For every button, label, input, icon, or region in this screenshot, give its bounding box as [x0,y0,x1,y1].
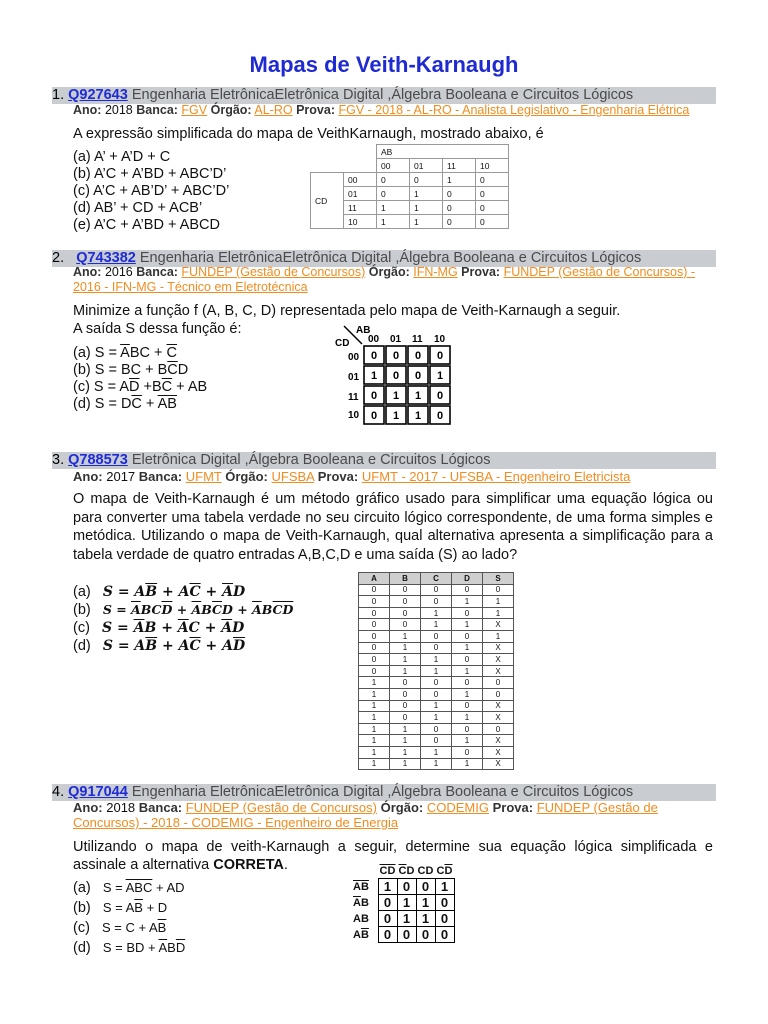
question-meta: Ano: 2018 Banca: FGV Órgão: AL-RO Prova: FGV - 2018 - AL-RO - Analista Legislativo - Engenharia Elétrica [73,103,690,117]
table-cell: 0 [452,584,483,596]
table-cell: 1 [359,758,390,770]
table-cell: 0 [359,596,390,608]
table-row [359,665,514,677]
option-a[interactable]: (a) $S = \overline{ABC}$ + AD [73,880,185,896]
option-b[interactable]: (b) A’C + A’BD + ABC’D’ [73,166,227,182]
kmap-cell-value: 0 [370,390,378,402]
karnaugh-map: $\overline{C}\overline{D}$ $\overline{C}D$ CD $C\overline{D}$ $\overline{A}\overline{B}$ 1 0 0 1 $\overline{A}B$ 0 1 1 0 AB 0 1 1 0 $A\overline{B}$ 0 0 0 0 [353,865,453,942]
table-cell: 1 [359,700,390,712]
table-cell: 0 [390,619,421,631]
kmap-cell-value: 0 [392,350,400,362]
kmap-cell-value: 1 [392,410,400,422]
table-header-cell: D [452,573,483,585]
prova-link[interactable]: UFMT - 2017 - UFSBA - Engenheiro Eletricista [361,469,631,484]
table-cell: 0 [452,723,483,735]
table-cell: X [483,746,514,758]
table-row [359,746,514,758]
table-cell: 0 [390,688,421,700]
orgao-link[interactable]: AL-RO [254,103,293,117]
table-cell: 1 [421,758,452,770]
table-cell: 0 [390,712,421,724]
question-statement: O mapa de Veith-Karnaugh é um método gráfico usado para simplificar uma equação lógica ou para converter uma tabela verdade no seu circuito lógico correspondente, de uma forma simples e metódica. Utilizando o mapa de Veith-Karnaugh, qual alternativa apresenta a simplificação para a tabela verdade de quatro entradas A,B,C,D e uma saída (S) ao lado? [73,491,713,563]
table-cell: 0 [483,677,514,689]
banca-link[interactable]: FUNDEP (Gestão de Concursos) [181,265,366,279]
table-cell: 0 [359,619,390,631]
table-row [359,642,514,654]
table-cell: 1 [390,642,421,654]
kmap-cell-value: 0 [414,350,422,362]
table-cell: 1 [390,735,421,747]
kmap-cell-value: 0 [414,370,422,382]
table-cell: 1 [483,596,514,608]
option-d[interactable]: (d) $S = D\overline{C} + \overline{AB}$ [73,396,177,412]
table-cell: 1 [452,712,483,724]
table-cell: 1 [452,619,483,631]
table-cell: 0 [390,700,421,712]
question-statement: Utilizando o mapa de veith-Karnaugh a seguir, determine sua equação lógica simplificada e assinale a alternativa CORRETA. [73,839,713,873]
table-header-cell: S [483,573,514,585]
page-title: Mapas de Veith-Karnaugh [249,52,519,77]
table-cell: 1 [421,607,452,619]
table-row [359,712,514,724]
answer-options [73,149,229,234]
orgao-link[interactable]: IFN-MG [413,265,458,279]
table-row [359,654,514,666]
kmap-cell-value: 1 [414,390,422,402]
option-c[interactable]: (c) $S = A\overline{D} +B\overline{C}$ + AB [73,379,208,395]
option-d[interactable]: (d) AB’ + CD + ACB’ [73,200,203,216]
table-cell: 0 [452,700,483,712]
table-cell: X [483,735,514,747]
table-cell: X [483,642,514,654]
banca-link[interactable]: FUNDEP (Gestão de Concursos) [185,800,377,815]
table-row [359,607,514,619]
table-cell: 0 [421,584,452,596]
question-id-link[interactable]: Q927643 [68,87,128,103]
option-b[interactable]: (b) $S = \overline{A}BC\overline{D} + \overline{A}B\overline{C}D + \overline{A}B\overline{CD}$ [73,602,294,618]
question-meta: Ano: 2017 Banca: UFMT Órgão: UFSBA Prova: UFMT - 2017 - UFSBA - Engenheiro Eletricista [73,469,631,484]
option-e[interactable]: (e) A’C + A’BD + ABCD [73,217,220,233]
table-cell: 0 [390,584,421,596]
table-header-cell: C [421,573,452,585]
table-cell: 1 [452,665,483,677]
question-number: 1. [52,87,65,103]
table-cell: 1 [421,619,452,631]
prova-link[interactable]: FGV - 2018 - AL-RO - Analista Legislativo - Engenharia Elétrica [338,103,690,117]
kmap-cell-value: 0 [392,370,400,382]
orgao-link[interactable]: CODEMIG [426,800,489,815]
table-row [359,758,514,770]
table-cell: X [483,712,514,724]
svg-text:10: 10 [348,410,360,421]
option-d[interactable]: (d) S = BD + $\overline{A}B\overline{D}$ [73,940,186,956]
svg-text:01: 01 [390,334,402,345]
svg-text:00: 00 [368,334,380,345]
truth-table [358,572,514,770]
question-meta: Ano: 2018 Banca: FUNDEP (Gestão de Concursos) Órgão: CODEMIG Prova: FUNDEP (Gestão de Concursos) - 2018 - CODEMIG - Engenheiro de Energia [73,800,658,830]
table-cell: 1 [452,758,483,770]
question-topic: Engenharia EletrônicaEletrônica Digital ,Álgebra Booleana e Circuitos Lógicos [131,87,634,103]
table-cell: X [483,654,514,666]
svg-text:CD: CD [335,338,350,349]
table-cell: 1 [421,700,452,712]
table-cell: 0 [421,688,452,700]
table-row [359,723,514,735]
svg-text:11: 11 [348,392,359,403]
question-header [52,87,716,104]
orgao-link[interactable]: UFSBA [271,469,315,484]
option-c[interactable]: (c) A’C + AB’D’ + ABC’D’ [73,183,230,199]
table-cell: 1 [421,746,452,758]
table-cell: X [483,758,514,770]
kmap-cell-value: 1 [414,410,422,422]
table-cell: 1 [390,723,421,735]
table-cell: 0 [390,607,421,619]
table-cell: 0 [421,630,452,642]
table-cell: 0 [421,677,452,689]
question-topic: Eletrônica Digital ,Álgebra Booleana e Circuitos Lógicos [131,452,491,468]
table-cell: 0 [452,607,483,619]
table-header-cell: B [390,573,421,585]
table-cell: 1 [390,758,421,770]
table-cell: 1 [390,654,421,666]
option-a[interactable]: (a) A’ + A’D + C [73,149,171,165]
table-cell: 1 [359,712,390,724]
kmap-cell-value: 0 [436,390,444,402]
table-row [359,688,514,700]
answer-options [73,583,293,655]
table-cell: 1 [359,688,390,700]
prova-link[interactable]: FUNDEP (Gestão de Concursos) - 2016 - IFN-MG - Técnico em Eletrotécnica [73,265,696,294]
table-cell: 0 [483,723,514,735]
svg-text:AB: AB [356,325,371,336]
option-b[interactable]: (b) S = BC + $B\overline{C}D$ [73,362,189,378]
kmap-cell-value: 1 [370,370,378,382]
table-cell: 1 [359,723,390,735]
question-id-link[interactable]: Q917044 [68,784,128,800]
question-topic: Engenharia EletrônicaEletrônica Digital ,Álgebra Booleana e Circuitos Lógicos [139,250,642,266]
table-row [359,735,514,747]
table-cell: 0 [483,688,514,700]
table-cell: 0 [359,665,390,677]
banca-link[interactable]: UFMT [185,469,222,484]
table-cell: 1 [390,630,421,642]
banca-link[interactable]: FGV [181,103,208,117]
question-meta: Ano: 2016 Banca: FUNDEP (Gestão de Concursos) Órgão: IFN-MG Prova: FUNDEP (Gestão de Concursos) - 2016 - IFN-MG - Técnico em Eletrotécnica [73,265,696,294]
table-cell: 0 [421,723,452,735]
table-cell: 1 [452,688,483,700]
table-cell: 0 [452,677,483,689]
table-cell: 1 [421,654,452,666]
table-cell: 0 [452,654,483,666]
table-cell: X [483,665,514,677]
kmap-cell-value: 1 [436,370,444,382]
option-c[interactable]: (c) $S = C + A\overline{B}$ [73,920,167,936]
table-header-cell: A [359,573,390,585]
svg-text:10: 10 [434,334,446,345]
kmap-cell-value: 0 [436,350,444,362]
question-header: 2. Q743382 Engenharia EletrônicaEletrônica Digital ,Álgebra Booleana e Circuitos Lógicos [52,250,716,267]
karnaugh-map: AB 00 01 11 10 CD 00 0 0 1 0 01 0 1 0 0 11 1 1 0 0 10 1 1 0 0 [310,144,509,229]
table-cell: 1 [359,746,390,758]
answer-options [73,345,207,413]
option-c[interactable]: (c) $S = \overline{A}B + \overline{A}C + \overline{A}D$ [73,620,245,636]
answer-options [73,878,185,958]
table-cell: 1 [390,746,421,758]
table-cell: 0 [359,642,390,654]
table-row [359,596,514,608]
karnaugh-map [330,322,460,430]
kmap-cell-value: 1 [392,390,400,402]
table-cell: 0 [483,584,514,596]
table-cell: 1 [483,607,514,619]
kmap-cell-value: 0 [436,410,444,422]
question-statement: A expressão simplificada do mapa de VeithKarnaugh, mostrado abaixo, é [73,126,544,142]
option-b[interactable]: (b) $S = A\overline{B} + D$ [73,900,168,916]
table-cell: 1 [390,665,421,677]
kmap-cell-value: 0 [370,410,378,422]
table-cell: 1 [359,677,390,689]
table-cell: 0 [452,746,483,758]
question-topic: Engenharia EletrônicaEletrônica Digital ,Álgebra Booleana e Circuitos Lógicos [131,784,634,800]
table-cell: 0 [359,607,390,619]
kmap-cell-value: 0 [370,350,378,362]
table-row [359,619,514,631]
svg-text:00: 00 [348,352,360,363]
table-cell: 0 [359,654,390,666]
table-cell: 0 [359,584,390,596]
table-cell: X [483,700,514,712]
table-cell: X [483,619,514,631]
table-cell: 1 [483,630,514,642]
prova-link[interactable]: FUNDEP (Gestão de Concursos) - 2018 - CODEMIG - Engenheiro de Energia [73,800,658,830]
table-row [359,630,514,642]
question-header: 3. Q788573 Eletrônica Digital ,Álgebra Booleana e Circuitos Lógicos [52,452,716,469]
table-cell: 1 [452,596,483,608]
table-cell: 1 [452,642,483,654]
table-cell: 0 [421,642,452,654]
question-id-link[interactable]: Q788573 [68,452,128,468]
table-cell: 0 [390,596,421,608]
table-cell: 0 [390,677,421,689]
option-a[interactable]: (a) $S = A\overline{B} + A\overline{C} + \overline{A}D$ [73,584,246,600]
table-row [359,700,514,712]
table-cell: 1 [421,712,452,724]
table-cell: 0 [421,735,452,747]
option-a[interactable]: (a) $S = \overline{A}BC + \overline{C}$ [73,345,177,361]
option-d[interactable]: (d) $S = A\overline{B} + A\overline{C} + A\overline{D}$ [73,638,246,654]
table-cell: 0 [452,630,483,642]
table-cell: 1 [359,735,390,747]
table-cell: 1 [452,735,483,747]
svg-text:01: 01 [348,372,360,383]
table-cell: 0 [359,630,390,642]
svg-text:11: 11 [412,334,423,345]
table-cell: 1 [421,665,452,677]
table-row [359,584,514,596]
question-id-link[interactable]: Q743382 [76,250,136,266]
table-row [359,677,514,689]
question-statement: Minimize a função f (A, B, C, D) representada pelo mapa de Veith-Karnaugh a seguir. A saída S dessa função é: [73,303,621,337]
table-cell: 0 [421,596,452,608]
question-header: 4. Q917044 Engenharia EletrônicaEletrônica Digital ,Álgebra Booleana e Circuitos Lógicos [52,784,716,801]
